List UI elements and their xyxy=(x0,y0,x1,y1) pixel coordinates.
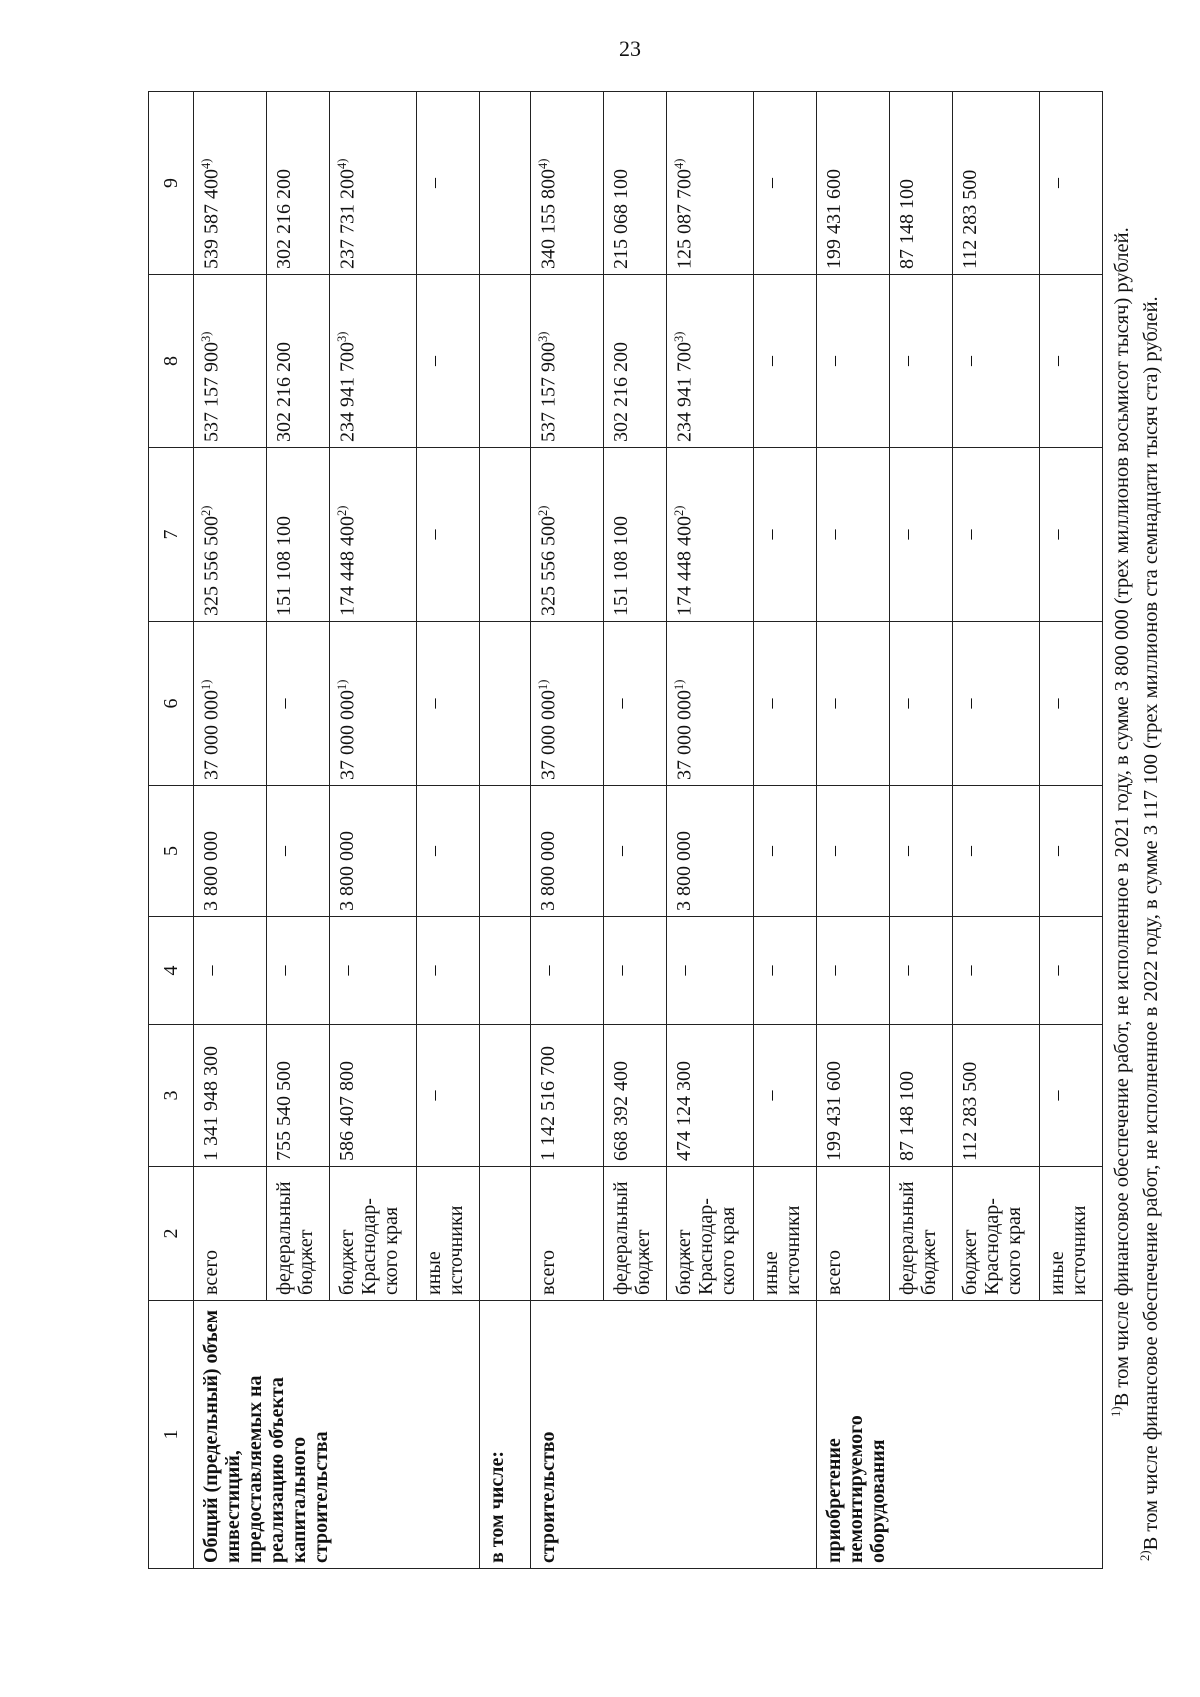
funding-source: всего xyxy=(531,1167,604,1301)
value: 112 283 500 xyxy=(959,1061,981,1161)
value: – xyxy=(896,356,918,366)
value: – xyxy=(1046,846,1068,856)
value-cell-c7 xyxy=(194,448,267,622)
column-number-8: 8 xyxy=(149,275,194,448)
value: – xyxy=(336,965,358,976)
value-cell-c5 xyxy=(1040,786,1103,917)
value-cell-c4 xyxy=(330,917,417,1025)
value-cell-c7 xyxy=(953,448,1040,622)
value: – xyxy=(760,1090,782,1101)
value: 755 540 500 xyxy=(273,1061,295,1161)
value-cell-c7 xyxy=(1040,448,1103,622)
column-number-1: 1 xyxy=(149,1301,194,1569)
funding-source: иные источники xyxy=(754,1167,817,1301)
value-cell-c6 xyxy=(754,622,817,786)
value: 302 216 200 xyxy=(273,169,295,269)
page-number: 23 xyxy=(619,36,641,61)
value-cell-c3 xyxy=(194,1025,267,1167)
value-cell-c6 xyxy=(417,622,480,786)
value-cell-c5 xyxy=(267,786,330,917)
value-cell-c4 xyxy=(817,917,890,1025)
value-cell-c7 xyxy=(531,448,604,622)
value-cell-c6 xyxy=(194,622,267,786)
value-cell-c6 xyxy=(330,622,417,786)
group-label: в том числе: xyxy=(480,1301,531,1569)
column-number-3: 3 xyxy=(149,1025,194,1167)
value-cell-c7 xyxy=(267,448,330,622)
value: – xyxy=(610,965,632,976)
footnote-ref: 4) xyxy=(335,158,349,169)
value-cell-c3 xyxy=(890,1025,953,1167)
value: – xyxy=(959,846,981,856)
empty-cell xyxy=(480,786,531,917)
column-number-7: 7 xyxy=(149,448,194,622)
funding-source: всего xyxy=(194,1167,267,1301)
value-cell-c7 xyxy=(890,448,953,622)
value-cell-c8 xyxy=(267,275,330,448)
value-cell-c3 xyxy=(417,1025,480,1167)
value: – xyxy=(273,698,295,709)
value-cell-c7 xyxy=(817,448,890,622)
header-row xyxy=(149,92,194,1569)
value: 1 142 516 700 xyxy=(537,1046,559,1161)
value: – xyxy=(423,356,445,366)
funding-source: федеральный бюджет xyxy=(604,1167,667,1301)
value: – xyxy=(823,529,845,540)
value: – xyxy=(959,965,981,976)
value: 151 108 100 xyxy=(273,516,295,616)
value-cell-c4 xyxy=(1040,917,1103,1025)
value-cell-c5 xyxy=(817,786,890,917)
value: 234 941 700 xyxy=(673,342,696,442)
value-cell-c6 xyxy=(531,622,604,786)
value-cell-c5 xyxy=(531,786,604,917)
value: – xyxy=(423,178,445,188)
value-cell-c8 xyxy=(817,275,890,448)
value-cell-c9 xyxy=(194,92,267,275)
value: – xyxy=(423,965,445,976)
empty-cell xyxy=(480,1167,531,1301)
value: 37 000 000 xyxy=(200,690,223,780)
value: 237 731 200 xyxy=(336,169,359,269)
value-cell-c3 xyxy=(667,1025,754,1167)
column-number-5: 5 xyxy=(149,786,194,917)
footnote-ref: 1) xyxy=(335,679,349,690)
value: 3 800 000 xyxy=(673,831,695,911)
footnote-ref: 2) xyxy=(672,505,686,516)
value: – xyxy=(423,1090,445,1101)
empty-cell xyxy=(480,92,531,275)
value: 302 216 200 xyxy=(610,342,632,442)
value: 87 148 100 xyxy=(896,179,918,269)
value: 537 157 900 xyxy=(200,342,223,442)
value-cell-c9 xyxy=(604,92,667,275)
value-cell-c8 xyxy=(1040,275,1103,448)
value-cell-c8 xyxy=(667,275,754,448)
footnote-ref: 2) xyxy=(199,505,213,516)
value: – xyxy=(1046,698,1068,709)
value: 1 341 948 300 xyxy=(200,1046,222,1161)
subheader-row xyxy=(480,92,531,1569)
footnote-ref: 2) xyxy=(335,505,349,516)
value: 586 407 800 xyxy=(336,1061,358,1161)
value-cell-c9 xyxy=(890,92,953,275)
value: 3 800 000 xyxy=(336,831,358,911)
value: – xyxy=(760,178,782,188)
funding-source: всего xyxy=(817,1167,890,1301)
value-cell-c9 xyxy=(267,92,330,275)
value-cell-c4 xyxy=(604,917,667,1025)
column-number-9: 9 xyxy=(149,92,194,275)
value: – xyxy=(823,356,845,366)
footnotes xyxy=(1103,92,1163,1569)
value-cell-c6 xyxy=(953,622,1040,786)
footnote-ref: 3) xyxy=(335,331,349,342)
value-cell-c7 xyxy=(667,448,754,622)
value-cell-c5 xyxy=(953,786,1040,917)
value: – xyxy=(673,965,695,976)
value-cell-c8 xyxy=(953,275,1040,448)
value: – xyxy=(896,698,918,709)
value-cell-c3 xyxy=(531,1025,604,1167)
value: – xyxy=(760,698,782,709)
table-row xyxy=(817,92,890,1569)
value-cell-c9 xyxy=(531,92,604,275)
investment-table xyxy=(148,91,1103,1569)
value-cell-c5 xyxy=(194,786,267,917)
value: – xyxy=(760,529,782,540)
value-cell-c9 xyxy=(817,92,890,275)
footnote-ref: 4) xyxy=(536,158,550,169)
value: 174 448 400 xyxy=(336,516,359,616)
value: – xyxy=(1046,529,1068,540)
footnote-ref: 4) xyxy=(672,158,686,169)
value: 199 431 600 xyxy=(823,1061,845,1161)
value: – xyxy=(200,965,222,976)
rotated-content xyxy=(148,92,1162,1569)
value: 3 800 000 xyxy=(200,831,222,911)
value: – xyxy=(537,965,559,976)
value: – xyxy=(823,846,845,856)
value-cell-c4 xyxy=(890,917,953,1025)
footnote-ref: 1) xyxy=(199,679,213,690)
value-cell-c9 xyxy=(667,92,754,275)
value-cell-c6 xyxy=(890,622,953,786)
value: 474 124 300 xyxy=(673,1061,695,1161)
value-cell-c5 xyxy=(890,786,953,917)
funding-source: иные источники xyxy=(1040,1167,1103,1301)
value: 325 556 500 xyxy=(200,516,223,616)
value: – xyxy=(610,698,632,709)
value-cell-c3 xyxy=(953,1025,1040,1167)
value: – xyxy=(423,529,445,540)
funding-source: федеральный бюджет xyxy=(890,1167,953,1301)
empty-cell xyxy=(480,448,531,622)
empty-cell xyxy=(480,622,531,786)
value-cell-c8 xyxy=(531,275,604,448)
value: – xyxy=(1046,178,1068,188)
footnote-ref: 3) xyxy=(536,331,550,342)
value: – xyxy=(423,846,445,856)
value: – xyxy=(1046,1090,1068,1101)
value: 37 000 000 xyxy=(537,690,560,780)
empty-cell xyxy=(480,917,531,1025)
value: – xyxy=(760,356,782,366)
value-cell-c6 xyxy=(817,622,890,786)
value: – xyxy=(760,846,782,856)
value-cell-c7 xyxy=(754,448,817,622)
footnote-ref: 1) xyxy=(672,679,686,690)
value-cell-c4 xyxy=(531,917,604,1025)
table-row xyxy=(194,92,267,1569)
value-cell-c6 xyxy=(667,622,754,786)
column-number-2: 2 xyxy=(149,1167,194,1301)
value: – xyxy=(273,846,295,856)
value-cell-c3 xyxy=(754,1025,817,1167)
value-cell-c4 xyxy=(194,917,267,1025)
value: 125 087 700 xyxy=(673,169,696,269)
group-label: строительство xyxy=(531,1301,817,1569)
value-cell-c8 xyxy=(604,275,667,448)
value: – xyxy=(959,698,981,709)
footnote-ref: 4) xyxy=(199,158,213,169)
value-cell-c3 xyxy=(330,1025,417,1167)
value-cell-c3 xyxy=(267,1025,330,1167)
funding-source: бюджет Краснодар-ского края xyxy=(330,1167,417,1301)
value: 37 000 000 xyxy=(336,690,359,780)
value: 174 448 400 xyxy=(673,516,696,616)
column-number-6: 6 xyxy=(149,622,194,786)
value: – xyxy=(423,698,445,709)
empty-cell xyxy=(480,1025,531,1167)
value-cell-c9 xyxy=(1040,92,1103,275)
column-number-4: 4 xyxy=(149,917,194,1025)
value-cell-c6 xyxy=(1040,622,1103,786)
value-cell-c4 xyxy=(417,917,480,1025)
value-cell-c8 xyxy=(330,275,417,448)
footnote-1: $^{1)}$В том числе финансовое обеспечение работ, не исполненное в 2021 году, в сумме 3 800 000 (трех миллионов восьмисот тысяч) рублей. xyxy=(1109,227,1133,1417)
value-cell-c7 xyxy=(604,448,667,622)
footnote-ref: 3) xyxy=(199,331,213,342)
value-cell-c7 xyxy=(330,448,417,622)
value: – xyxy=(823,698,845,709)
value-cell-c8 xyxy=(890,275,953,448)
value: – xyxy=(760,965,782,976)
value: 37 000 000 xyxy=(673,690,696,780)
value-cell-c8 xyxy=(194,275,267,448)
footnote-ref: 2) xyxy=(536,505,550,516)
value: – xyxy=(610,846,632,856)
value-cell-c9 xyxy=(953,92,1040,275)
group-label: приобретение немонтируемого оборудования xyxy=(817,1301,1103,1569)
value-cell-c4 xyxy=(953,917,1040,1025)
value: 215 068 100 xyxy=(610,169,632,269)
value: 199 431 600 xyxy=(823,169,845,269)
value: 234 941 700 xyxy=(336,342,359,442)
value: – xyxy=(959,529,981,540)
value-cell-c4 xyxy=(267,917,330,1025)
value-cell-c6 xyxy=(604,622,667,786)
funding-source: бюджет Краснодар-ского края xyxy=(953,1167,1040,1301)
value-cell-c3 xyxy=(604,1025,667,1167)
value-cell-c5 xyxy=(417,786,480,917)
value-cell-c9 xyxy=(754,92,817,275)
value-cell-c3 xyxy=(1040,1025,1103,1167)
value: 87 148 100 xyxy=(896,1071,918,1161)
value: – xyxy=(273,965,295,976)
value: 151 108 100 xyxy=(610,516,632,616)
footnote-ref: 1) xyxy=(536,679,550,690)
value: – xyxy=(823,965,845,976)
value-cell-c5 xyxy=(604,786,667,917)
value-cell-c5 xyxy=(330,786,417,917)
value-cell-c7 xyxy=(417,448,480,622)
value: 539 587 400 xyxy=(200,169,223,269)
value: – xyxy=(1046,356,1068,366)
empty-cell xyxy=(480,275,531,448)
value: 537 157 900 xyxy=(537,342,560,442)
value: 340 155 800 xyxy=(537,169,560,269)
value: – xyxy=(896,965,918,976)
value: – xyxy=(959,356,981,366)
value-cell-c5 xyxy=(754,786,817,917)
value-cell-c6 xyxy=(267,622,330,786)
footnote-ref: 3) xyxy=(672,331,686,342)
value-cell-c9 xyxy=(417,92,480,275)
value: 302 216 200 xyxy=(273,342,295,442)
funding-source: бюджет Краснодар-ского края xyxy=(667,1167,754,1301)
value: 3 800 000 xyxy=(537,831,559,911)
value-cell-c4 xyxy=(754,917,817,1025)
value-cell-c8 xyxy=(417,275,480,448)
funding-source: федеральный бюджет xyxy=(267,1167,330,1301)
value-cell-c8 xyxy=(754,275,817,448)
value: – xyxy=(1046,965,1068,976)
group-label: Общий (предельный) объем инвестиций, предоставляемых на реализацию объекта капитального строительства xyxy=(194,1301,480,1569)
value: – xyxy=(896,529,918,540)
value: 112 283 500 xyxy=(959,169,981,269)
value: 325 556 500 xyxy=(537,516,560,616)
footnote-2: $^{2)}$В том числе финансовое обеспечение работ, не исполненное в 2022 году, в сумме 3 117 100 (трех миллионов ста семнадцати тысяч ста) рублей. xyxy=(1137,296,1162,1561)
value-cell-c4 xyxy=(667,917,754,1025)
table-row xyxy=(531,92,604,1569)
value: – xyxy=(896,846,918,856)
funding-source: иные источники xyxy=(417,1167,480,1301)
value-cell-c9 xyxy=(330,92,417,275)
value: 668 392 400 xyxy=(610,1061,632,1161)
value-cell-c5 xyxy=(667,786,754,917)
value-cell-c3 xyxy=(817,1025,890,1167)
